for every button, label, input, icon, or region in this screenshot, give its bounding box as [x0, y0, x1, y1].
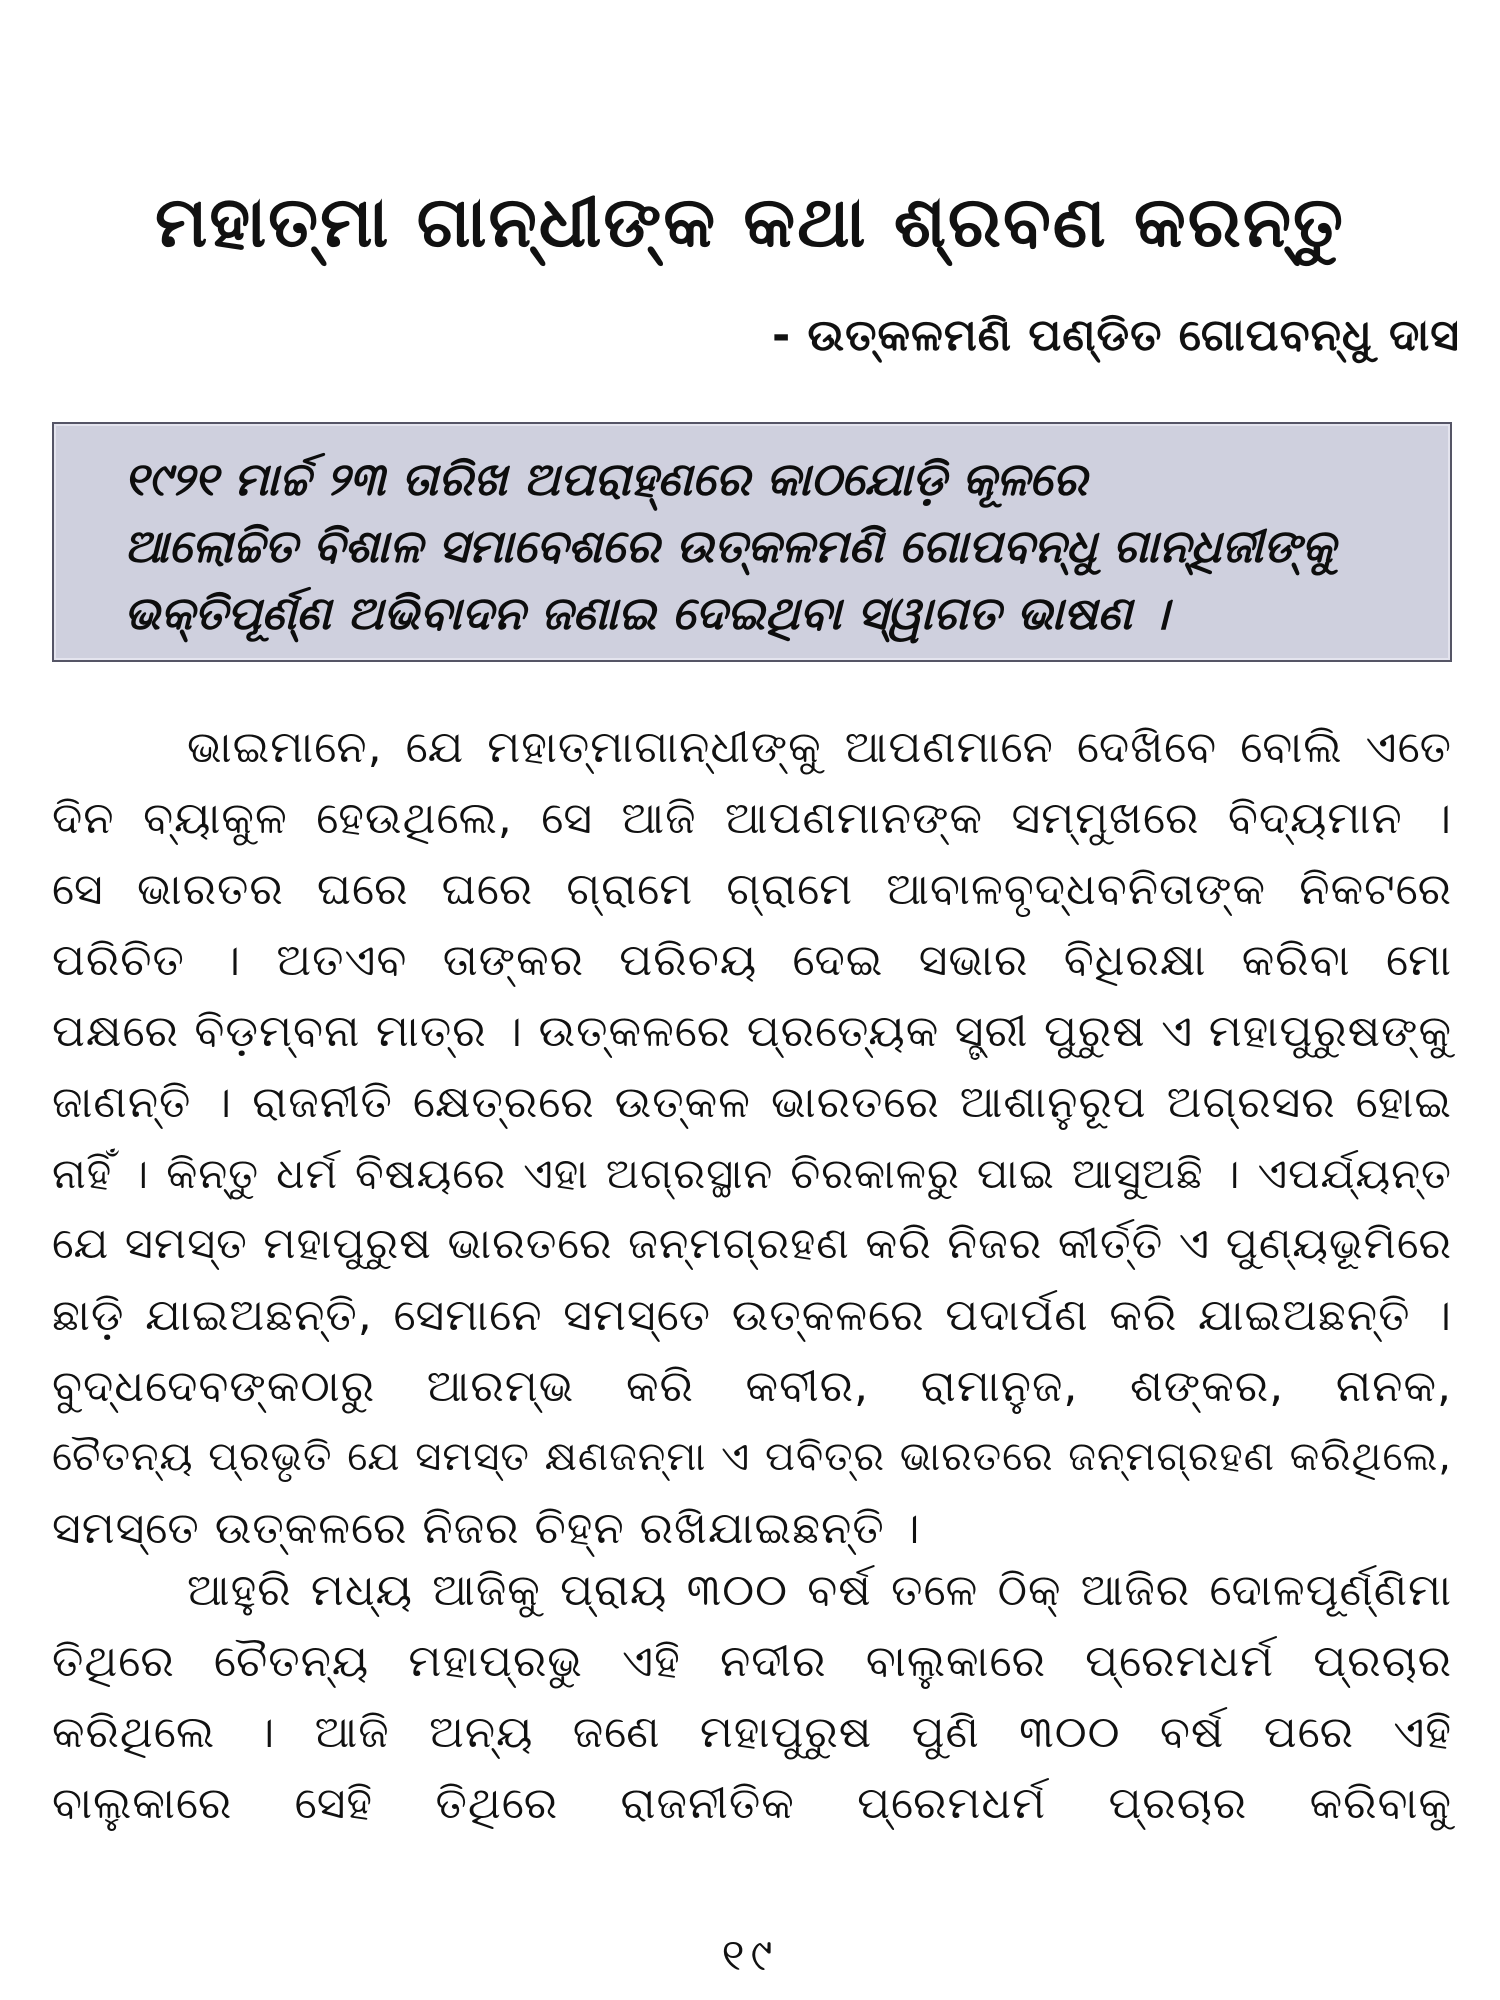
- text-line: ଆହୁରି ମଧ୍ୟ ଆଜିକୁ ପ୍ରାୟ ୩୦୦ ବର୍ଷ ତଳେ ଠିକ୍ ଆଜିର ଦୋଳପୂର୍ଣ୍ଣିମା: [187, 1565, 1452, 1616]
- text-line: ଛାଡ଼ି ଯାଇଅଛନ୍ତି, ସେମାନେ ସମସ୍ତେ ଉତ୍କଳରେ ପଦାର୍ପଣ କରି ଯାଇଅଛନ୍ତି ।: [52, 1290, 1452, 1341]
- text-line: ସେ ଭାରତର ଘରେ ଘରେ ଗ୍ରାମେ ଗ୍ରାମେ ଆବାଳବୃଦ୍ଧବନିତାଙ୍କ ନିକଟରେ: [52, 864, 1452, 915]
- page-title: ମହାତ୍ମା ଗାନ୍ଧୀଙ୍କ କଥା ଶ୍ରବଣ କରନ୍ତୁ: [155, 181, 1345, 263]
- paragraph-1: [52, 712, 1452, 1564]
- text-line: ବୁଦ୍ଧଦେବଙ୍କଠାରୁ ଆରମ୍ଭ କରି କବୀର, ରାମାନୁଜ, ଶଙ୍କର, ନାନକ,: [52, 1361, 1452, 1412]
- page-number: ୧୯: [721, 1930, 779, 1981]
- text-line: କରିଥିଲେ । ଆଜି ଅନ୍ୟ ଜଣେ ମହାପୁରୁଷ ପୁଣି ୩୦୦ ବର୍ଷ ପରେ ଏହି: [52, 1707, 1452, 1758]
- intro-line: ଆଲୋଚ୍ଚିତ ବିଶାଳ ସମାବେଶରେ ଉତ୍କଳମଣି ଗୋପବନ୍ଧୁ ଗାନ୍ଧିଜୀଙ୍କୁ: [124, 519, 1336, 573]
- text-line: ପରିଚିତ । ଅତଏବ ତାଙ୍କର ପରିଚୟ ଦେଇ ସଭାର ବିଧିରକ୍ଷା କରିବା ମୋ: [52, 935, 1452, 986]
- text-line: ଭାଇମାନେ, ଯେ ମହାତ୍ମାଗାନ୍ଧୀଙ୍କୁ ଆପଣମାନେ ଦେଖିବେ ବୋଲି ଏତେ: [187, 722, 1452, 773]
- text-line: ସମସ୍ତେ ଉତ୍କଳରେ ନିଜର ଚିହ୍ନ ରଖିଯାଇଛନ୍ତି ।: [52, 1503, 921, 1554]
- text-line: ନାହିଁ । କିନ୍ତୁ ଧର୍ମ ବିଷୟରେ ଏହା ଅଗ୍ରସ୍ଥାନ ଚିରକାଳରୁ ପାଇ ଆସୁଅଛି । ଏପର୍ଯ୍ୟନ୍ତ: [52, 1149, 1452, 1198]
- intro-line: ୧୯୨୧ ମାର୍ଚ୍ଚ ୨୩ ତାରିଖ ଅପରାହ୍ଣରେ କାଠଯୋଡ଼ି କୂଳରେ: [124, 452, 1088, 506]
- paragraph-2: [52, 1555, 1452, 1839]
- text-line: ଜାଣନ୍ତି । ରାଜନୀତି କ୍ଷେତ୍ରରେ ଉତ୍କଳ ଭାରତରେ ଆଶାନୁରୂପ ଅଗ୍ରସର ହୋଇ: [52, 1077, 1452, 1128]
- text-line: ବାଲୁକାରେ ସେହି ତିଥିରେ ରାଜନୀତିକ ପ୍ରେମଧର୍ମ ପ୍ରଚାର କରିବାକୁ: [52, 1778, 1452, 1829]
- author-byline: - ଉତ୍କଳମଣି ପଣ୍ଡିତ ଗୋପବନ୍ଧୁ ଦାସ: [771, 310, 1460, 361]
- text-line: ଚୈତନ୍ୟ ପ୍ରଭୃତି ଯେ ସମସ୍ତ କ୍ଷଣଜନ୍ମା ଏ ପବିତ୍ର ଭାରତରେ ଜନ୍ମଗ୍ରହଣ କରିଥିଲେ,: [52, 1434, 1452, 1480]
- intro-box: [52, 422, 1452, 662]
- text-line: ପକ୍ଷରେ ବିଡ଼ମ୍ବନା ମାତ୍ର । ଉତ୍କଳରେ ପ୍ରତ୍ୟେକ ସ୍ତ୍ରୀ ପୁରୁଷ ଏ ମହାପୁରୁଷଙ୍କୁ: [52, 1006, 1452, 1057]
- text-line: ଦିନ ବ୍ୟାକୁଳ ହେଉଥିଲେ, ସେ ଆଜି ଆପଣମାନଙ୍କ ସମ୍ମୁଖରେ ବିଦ୍ୟମାନ ।: [52, 793, 1452, 844]
- text-line: ତିଥିରେ ଚୈତନ୍ୟ ମହାପ୍ରଭୁ ଏହି ନଦୀର ବାଲୁକାରେ ପ୍ରେମଧର୍ମ ପ୍ରଚାର: [52, 1636, 1452, 1687]
- intro-line: ଭକ୍ତିପୂର୍ଣ୍ଣ ଅଭିବାଦନ ଜଣାଇ ଦେଇଥିବା ସ୍ୱାଗତ ଭାଷଣ ।: [124, 586, 1169, 640]
- text-line: ଯେ ସମସ୍ତ ମହାପୁରୁଷ ଭାରତରେ ଜନ୍ମଗ୍ରହଣ କରି ନିଜର କୀର୍ତ୍ତି ଏ ପୁଣ୍ୟଭୂମିରେ: [52, 1219, 1452, 1269]
